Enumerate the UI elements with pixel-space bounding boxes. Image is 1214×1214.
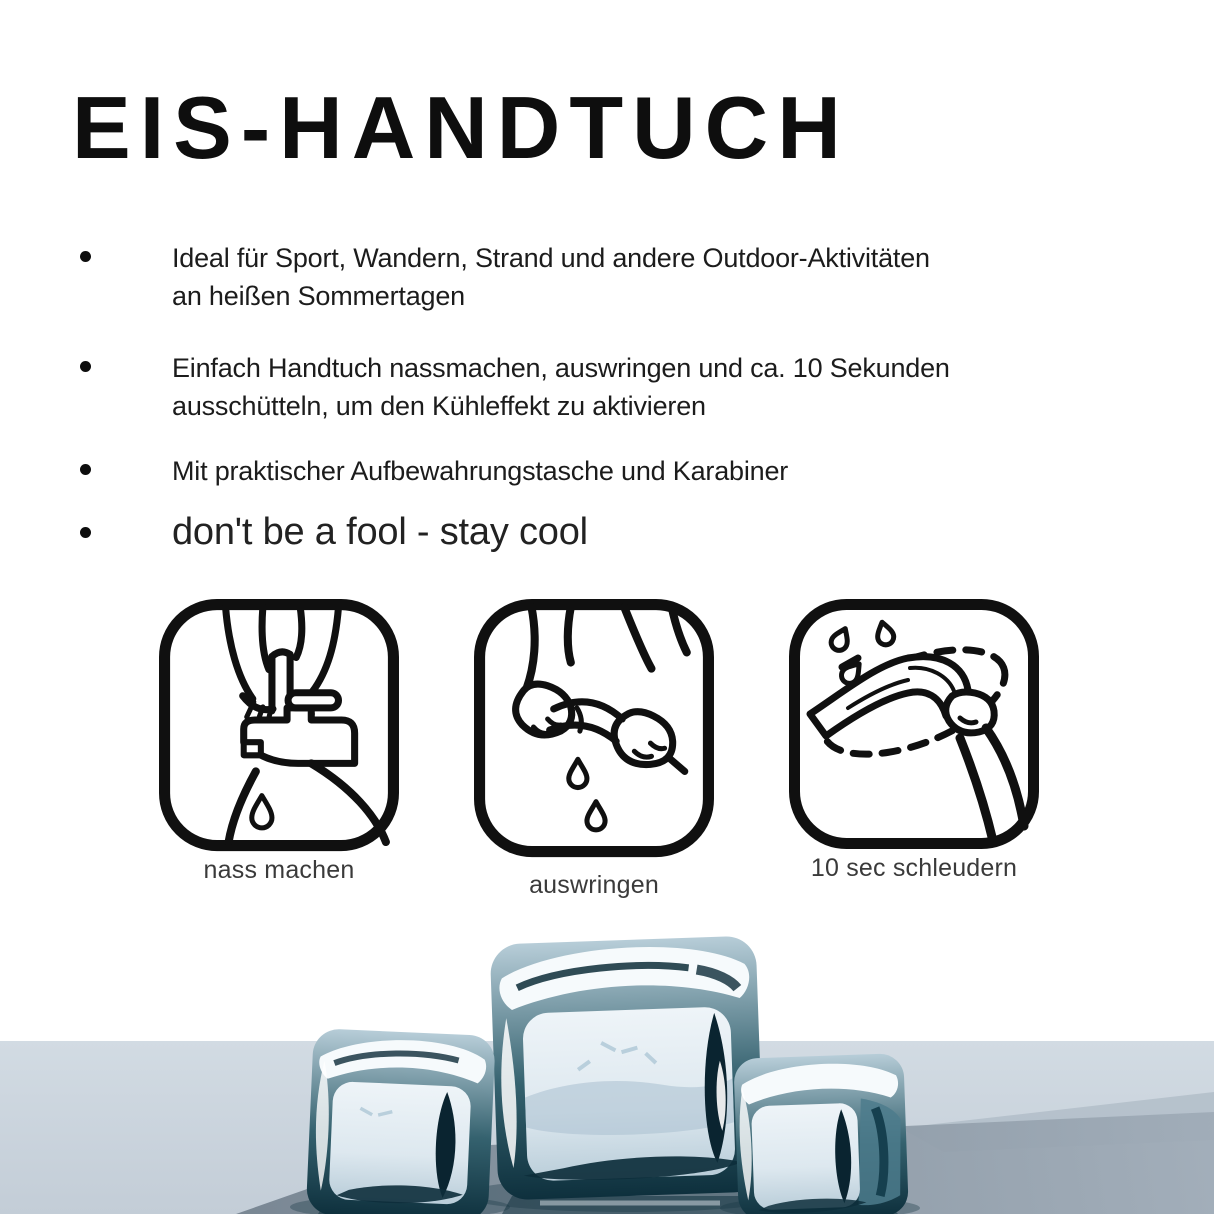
bullet-dot [80,464,91,475]
step-swing [788,598,1040,883]
step-wring [473,598,715,900]
ice-cubes-illustration [0,914,1214,1214]
bullet-line: Einfach Handtuch nassmachen, auswringen und ca. 10 Sekunden [172,353,950,383]
bullet-item-accessories [80,452,788,490]
step-wet [158,598,400,885]
bullet-item-ideal [80,239,930,315]
bullet-item-slogan [80,506,588,558]
bullet-line: Mit praktischer Aufbewahrungstasche und Karabiner [172,456,789,486]
swing-towel-icon [788,598,1040,850]
bullet-item-usage [80,349,950,425]
ice-cube-right [733,1053,909,1214]
ice-cubes-graphic [0,914,1214,1214]
slogan-text: don't be a fool - stay cool [172,511,588,553]
bullet-dot [80,527,91,538]
bullet-line: an heißen Sommertagen [172,281,465,311]
wet-towel-under-faucet-icon [158,598,400,852]
ice-cube-left [306,1028,496,1214]
bullet-dot [80,251,91,262]
step-caption: auswringen [529,871,659,900]
step-caption: nass machen [203,856,355,885]
bullet-line: Ideal für Sport, Wandern, Strand und andere Outdoor-Aktivitäten [172,243,930,273]
bullet-dot [80,361,91,372]
wring-towel-icon [473,598,715,858]
ice-cube-large [490,935,765,1200]
step-caption: 10 sec schleudern [810,854,1018,882]
bullet-line: ausschütteln, um den Kühleffekt zu aktivieren [172,391,706,421]
page-title: EIS-HANDTUCH [72,78,850,177]
